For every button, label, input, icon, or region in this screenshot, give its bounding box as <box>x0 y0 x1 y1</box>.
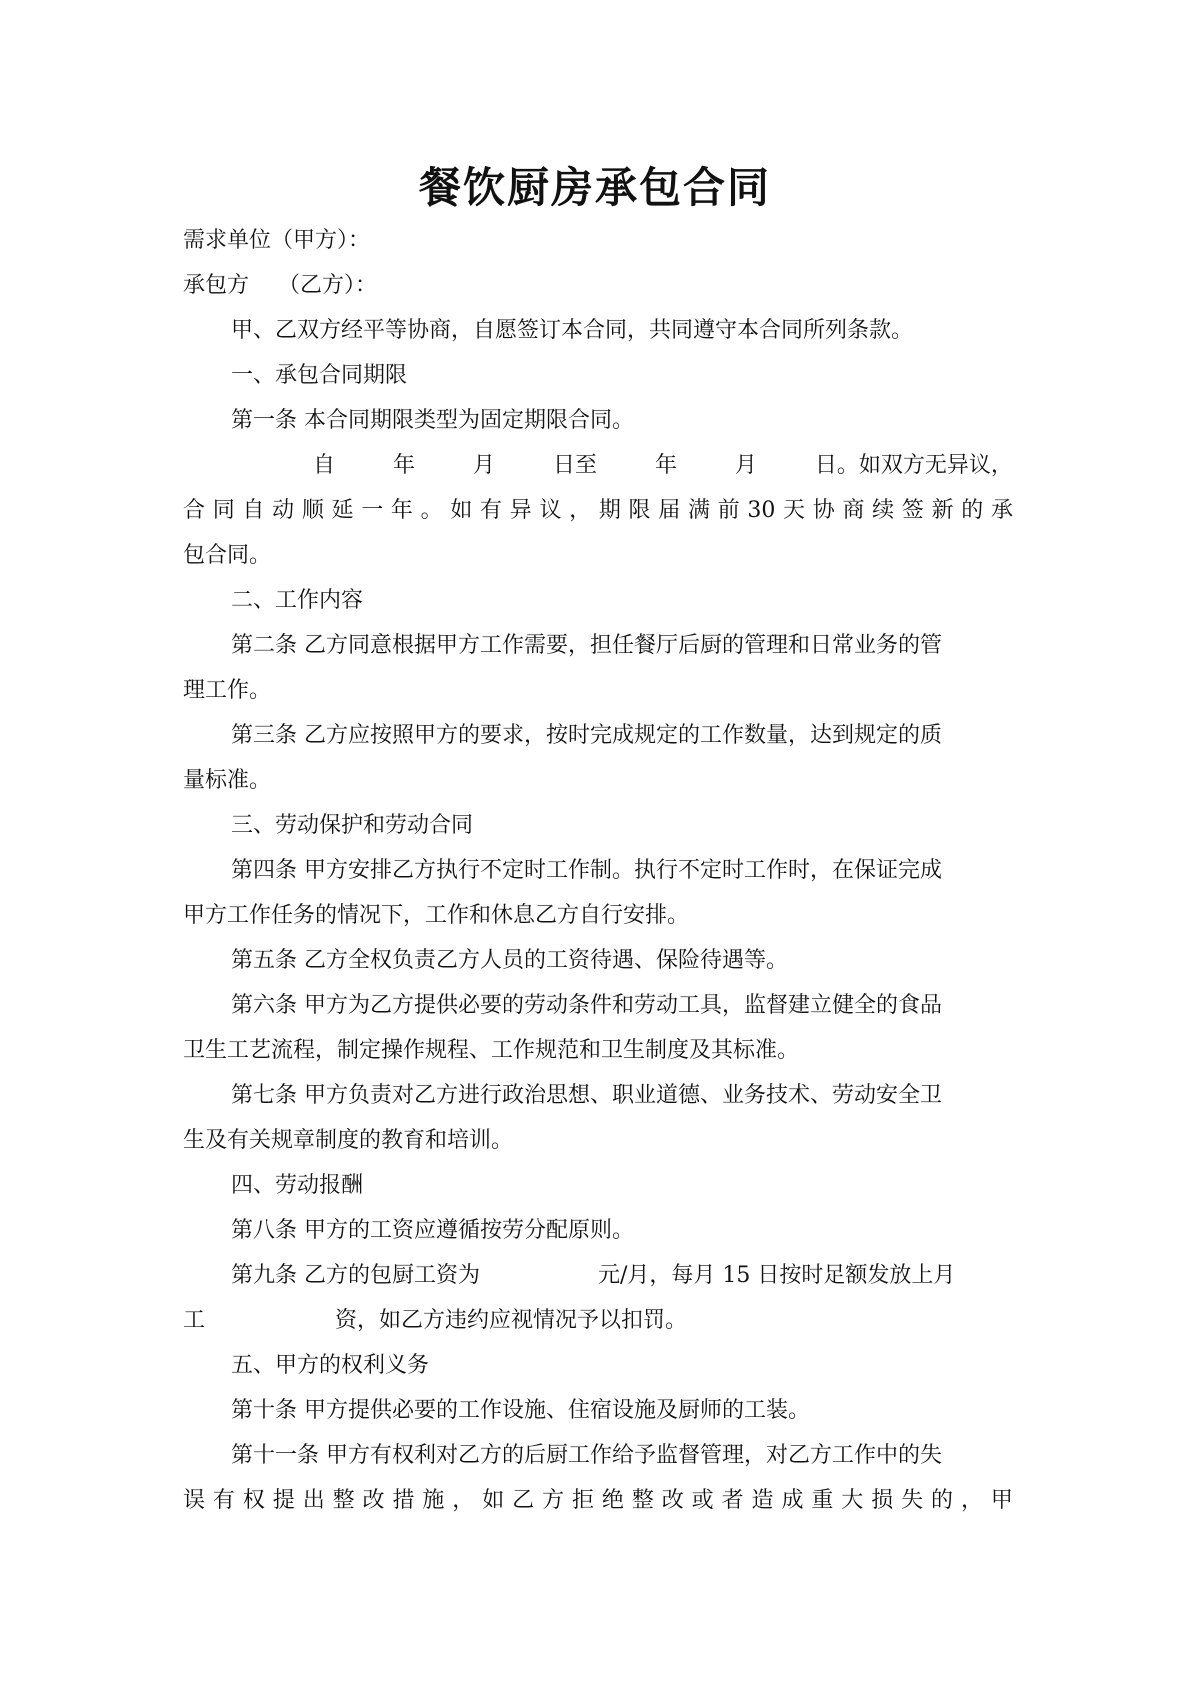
char: 甲 <box>990 1488 1013 1513</box>
char: 整 <box>332 1488 355 1513</box>
article-9-line-1 <box>183 1253 1013 1298</box>
char: 满 <box>687 498 710 523</box>
char: 误 <box>183 1488 206 1513</box>
char: 合 <box>183 498 206 523</box>
char: ， <box>569 498 592 523</box>
char: 天 <box>783 498 806 523</box>
char: 自 <box>242 498 265 523</box>
section-heading-1: 一、承包合同期限 <box>231 363 408 388</box>
char: 承 <box>990 498 1013 523</box>
date-word: 月 <box>472 453 495 478</box>
char: 施 <box>422 1488 445 1513</box>
article-9-part-a: 第九条 乙方的包厨工资为 <box>231 1263 480 1288</box>
article-6-line-2: 卫生工艺流程，制定操作规程、工作规范和卫生制度及其标准。 <box>183 1038 800 1063</box>
article-1-end: 包合同。 <box>183 543 272 568</box>
section-heading-2: 二、工作内容 <box>231 588 364 613</box>
article-9-part-c: 工 <box>183 1308 206 1333</box>
char: 失 <box>901 1488 924 1513</box>
article-9-line-2 <box>183 1298 1013 1343</box>
party-b-line: 承包方 （乙方）： <box>183 273 377 298</box>
date-word: 自 <box>313 453 336 478</box>
char: 或 <box>691 1488 714 1513</box>
char: 顺 <box>301 498 324 523</box>
char: 成 <box>781 1488 804 1513</box>
char: 期 <box>598 498 621 523</box>
article-10: 第十条 甲方提供必要的工作设施、住宿设施及厨师的工装。 <box>231 1398 810 1423</box>
char: 绝 <box>601 1488 624 1513</box>
article-1-date-line <box>183 443 1013 488</box>
char: 乙 <box>512 1488 535 1513</box>
char: 重 <box>811 1488 834 1513</box>
char: 的 <box>961 498 984 523</box>
date-word: 年 <box>654 453 677 478</box>
char: 方 <box>542 1488 565 1513</box>
char: 提 <box>272 1488 295 1513</box>
char: 大 <box>841 1488 864 1513</box>
char: 整 <box>631 1488 654 1513</box>
char: 限 <box>628 498 651 523</box>
article-6-line-1: 第六条 甲方为乙方提供必要的劳动条件和劳动工具，监督建立健全的食品 <box>231 993 942 1018</box>
section-heading-4: 四、劳动报酬 <box>231 1173 364 1198</box>
char: 商 <box>842 498 865 523</box>
article-8: 第八条 甲方的工资应遵循按劳分配原则。 <box>231 1218 634 1243</box>
char: 续 <box>872 498 895 523</box>
char: 改 <box>661 1488 684 1513</box>
section-heading-5: 五、甲方的权利义务 <box>231 1353 430 1378</box>
article-9-part-b: 元/月，每月 15 日按时足额发放上月 <box>598 1263 956 1288</box>
char: 议 <box>539 498 562 523</box>
char: 30 <box>747 498 776 523</box>
document-title: 餐饮厨房承包合同 <box>418 163 771 212</box>
article-2-line-2: 理工作。 <box>183 678 272 703</box>
document-body <box>183 218 1013 1523</box>
article-7-line-1: 第七条 甲方负责对乙方进行政治思想、职业道德、业务技术、劳动安全卫 <box>231 1083 942 1108</box>
article-1-continuation <box>183 488 1013 533</box>
date-word: 日至 <box>552 453 597 478</box>
article-3-line-2: 量标准。 <box>183 768 272 793</box>
article-7-line-2: 生及有关规章制度的教育和培训。 <box>183 1128 514 1153</box>
section-heading-3: 三、劳动保护和劳动合同 <box>231 813 474 838</box>
char: 异 <box>509 498 532 523</box>
article-1: 第一条 本合同期限类型为固定期限合同。 <box>231 408 634 433</box>
date-word: 年 <box>392 453 415 478</box>
char: 措 <box>392 1488 415 1513</box>
char: 同 <box>212 498 235 523</box>
party-a-line: 需求单位（甲方）： <box>183 228 371 253</box>
char: ， <box>960 1488 983 1513</box>
article-5: 第五条 乙方全权负责乙方人员的工资待遇、保险待遇等。 <box>231 948 788 973</box>
intro-paragraph: 甲、乙双方经平等协商，自愿签订本合同，共同遵守本合同所列条款。 <box>231 318 914 343</box>
article-4-line-1: 第四条 甲方安排乙方执行不定时工作制。执行不定时工作时，在保证完成 <box>231 858 942 883</box>
char: 。 <box>420 498 443 523</box>
char: 动 <box>272 498 295 523</box>
date-word: 日。如双方无异议， <box>814 453 1013 478</box>
char: 损 <box>871 1488 894 1513</box>
char: 拒 <box>571 1488 594 1513</box>
char: 一 <box>361 498 384 523</box>
char: 的 <box>931 1488 954 1513</box>
char: 造 <box>751 1488 774 1513</box>
char: 前 <box>717 498 740 523</box>
char: 有 <box>480 498 503 523</box>
article-2-line-1: 第二条 乙方同意根据甲方工作需要，担任餐厅后厨的管理和日常业务的管 <box>231 633 942 658</box>
char: 者 <box>721 1488 744 1513</box>
article-9-part-d: 资，如乙方违约应视情况予以扣罚。 <box>335 1308 688 1333</box>
article-3-line-1: 第三条 乙方应按照甲方的要求，按时完成规定的工作数量，达到规定的质 <box>231 723 942 748</box>
char: 出 <box>302 1488 325 1513</box>
char: 有 <box>212 1488 235 1513</box>
char: 权 <box>242 1488 265 1513</box>
char: 届 <box>658 498 681 523</box>
article-11-line-1: 第十一条 甲方有权利对乙方的后厨工作给予监督管理，对乙方工作中的失 <box>231 1443 942 1468</box>
date-word: 月 <box>734 453 757 478</box>
char: 延 <box>331 498 354 523</box>
char: 如 <box>450 498 473 523</box>
char: 协 <box>812 498 835 523</box>
char: 如 <box>482 1488 505 1513</box>
char: 签 <box>901 498 924 523</box>
char: 年 <box>390 498 413 523</box>
char: ， <box>452 1488 475 1513</box>
article-4-line-2: 甲方工作任务的情况下，工作和休息乙方自行安排。 <box>183 903 690 928</box>
char: 新 <box>931 498 954 523</box>
char: 改 <box>362 1488 385 1513</box>
article-11-line-2 <box>183 1478 1013 1523</box>
